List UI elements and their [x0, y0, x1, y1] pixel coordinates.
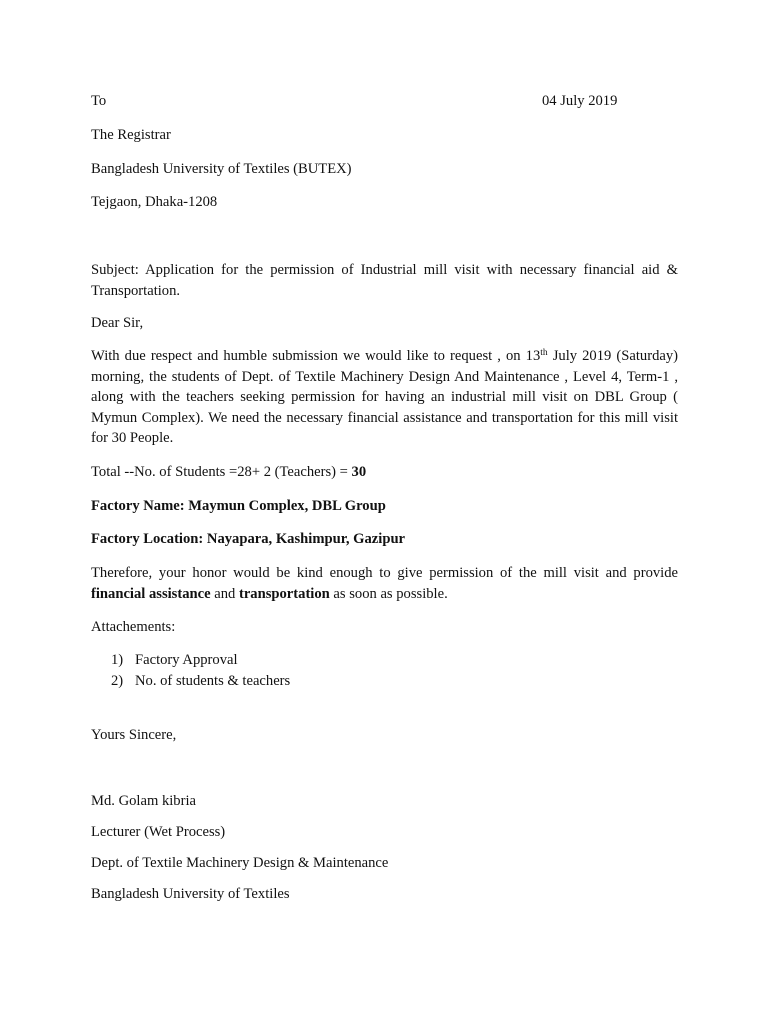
list-item-number: 1) — [111, 652, 124, 668]
letter-date: 04 July 2019 — [542, 93, 618, 109]
recipient-institution: Bangladesh University of Textiles (BUTEX) — [91, 161, 352, 177]
request-paragraph — [91, 563, 678, 604]
request-part1: Therefore, your honor would be kind enough to give permission of the mill visit and provide — [91, 565, 678, 581]
closing: Yours Sincere, — [91, 727, 177, 743]
body-superscript: th — [540, 348, 548, 358]
list-item-number: 2) — [111, 672, 124, 689]
list-item-text: Factory Approval — [135, 652, 238, 668]
signature-department: Dept. of Textile Machinery Design & Maintenance — [91, 855, 389, 871]
salutation: Dear Sir, — [91, 315, 144, 331]
factory-name: Factory Name: Maymun Complex, DBL Group — [91, 498, 386, 514]
signature-university: Bangladesh University of Textiles — [91, 886, 290, 902]
subject-line: Subject: Application for the permission of Industrial mill visit with necessary financial aid & Transportation. — [91, 262, 678, 299]
body-text-part1: With due respect and humble submission we would like to request , on 13 — [91, 348, 541, 364]
list-item-text: No. of students & teachers — [135, 672, 291, 689]
body-text-part2: July 2019 (Saturday) morning, the students of Dept. of Textile Machinery Design And Maintenance , Level 4, Term-1 , along with the teachers seeking permission for having an industrial mill visit on DBL Group ( Mymun Complex). We need the necessary financial assistance and transportation for this mill visit for 30 People. — [91, 348, 679, 446]
request-part3: as soon as possible. — [329, 585, 448, 602]
total-value: 30 — [351, 464, 367, 480]
body-paragraph — [91, 346, 678, 449]
recipient-title: The Registrar — [91, 127, 171, 143]
factory-location: Factory Location: Nayapara, Kashimpur, Gazipur — [91, 531, 406, 547]
total-line — [91, 462, 366, 483]
list-item — [111, 671, 290, 692]
to-label: To — [91, 93, 107, 109]
request-part2: and — [210, 585, 239, 602]
recipient-address: Tejgaon, Dhaka-1208 — [91, 194, 218, 210]
attachments-list — [111, 650, 290, 691]
list-item — [111, 650, 290, 671]
attachments-heading: Attachements: — [91, 619, 176, 635]
signature-name: Md. Golam kibria — [91, 793, 196, 809]
request-bold-financial: financial assistance — [91, 585, 211, 602]
request-bold-transportation: transportation — [238, 585, 330, 602]
total-label: Total --No. of Students =28+ 2 (Teachers) = — [91, 464, 352, 480]
signature-position: Lecturer (Wet Process) — [91, 824, 226, 840]
